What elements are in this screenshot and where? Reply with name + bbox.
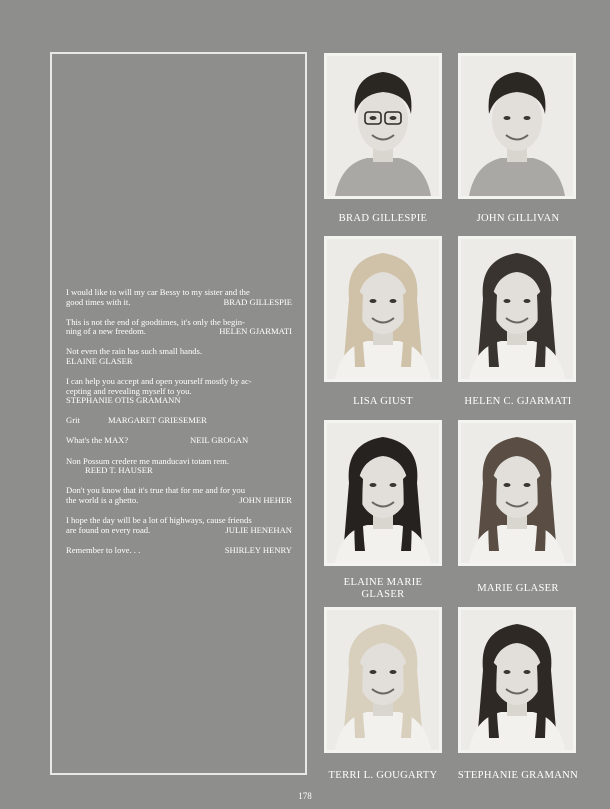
portrait-figure — [461, 423, 573, 563]
quote-item — [66, 377, 296, 406]
portrait-photo — [458, 236, 576, 382]
page-number: 178 — [298, 791, 312, 801]
face-shape — [492, 272, 542, 334]
quote-author: STEPHANIE OTIS GRAMANN — [66, 395, 181, 406]
portrait-photo — [324, 53, 442, 199]
quote-author: SHIRLEY HENRY — [224, 544, 292, 555]
quote-item — [66, 546, 296, 556]
quote-text: Remember to love. . . — [66, 544, 141, 555]
eye-left — [370, 299, 377, 303]
quote-author: JULIE HENEHAN — [225, 524, 292, 535]
eye-left — [504, 670, 511, 674]
quote-item — [66, 457, 296, 476]
eye-right — [524, 483, 531, 487]
face-shape — [358, 272, 408, 334]
quote-author: JOHN HEHER — [239, 494, 292, 505]
quote-text: Grit — [66, 415, 80, 426]
eye-right — [390, 116, 397, 120]
quote-text: I can help you accept and open yourself mostly by ac- cepting and revealing myself to you. — [66, 376, 252, 396]
portrait-figure — [327, 610, 439, 750]
eye-left — [504, 116, 511, 120]
face-shape — [492, 89, 542, 151]
portrait-photo — [324, 236, 442, 382]
quote-item — [66, 416, 296, 426]
quotes-list — [66, 288, 296, 566]
quote-text: This is not the end of goodtimes, it's only the begin- ning of a new freedom. — [66, 316, 245, 337]
quote-item — [66, 347, 296, 366]
eye-right — [390, 483, 397, 487]
quote-author: HELEN GJARMATI — [219, 326, 292, 337]
quote-author: NEIL GROGAN — [190, 435, 249, 446]
quote-item — [66, 436, 296, 446]
portrait-caption: HELEN C. GJARMATI — [464, 396, 572, 407]
portrait-figure — [327, 56, 439, 196]
portrait-photo — [458, 53, 576, 199]
portrait-figure — [461, 56, 573, 196]
portrait-figure — [327, 239, 439, 379]
portrait-caption: TERRI L. GOUGARTY — [328, 770, 438, 781]
portrait-figure — [461, 239, 573, 379]
portrait-photo — [324, 420, 442, 566]
portrait-photo — [458, 607, 576, 753]
quote-author: ELAINE GLASER — [66, 355, 133, 366]
portrait-caption: STEPHANIE GRAMANN — [457, 770, 579, 781]
eye-right — [390, 299, 397, 303]
eye-left — [504, 483, 511, 487]
portrait-caption: ELAINE MARIE GLASER — [343, 577, 423, 600]
portrait-caption: LISA GIUST — [353, 396, 413, 407]
eye-left — [370, 483, 377, 487]
quote-text: Not even the rain has such small hands. — [66, 346, 203, 357]
portrait-figure — [327, 423, 439, 563]
face-shape — [492, 456, 542, 518]
eye-right — [524, 116, 531, 120]
portrait-caption: MARIE GLASER — [477, 583, 559, 594]
portrait-figure — [461, 610, 573, 750]
quote-item — [66, 288, 296, 307]
portrait-caption: JOHN GILLIVAN — [476, 213, 560, 224]
eye-left — [370, 670, 377, 674]
portrait-photo — [324, 607, 442, 753]
eye-right — [524, 670, 531, 674]
face-shape — [358, 643, 408, 705]
quote-text: Don't you know that it's true that for me and for you the world is a ghetto. — [66, 485, 245, 505]
quote-item — [66, 486, 296, 505]
eye-left — [504, 299, 511, 303]
quote-item — [66, 318, 296, 337]
quote-author: BRAD GILLESPIE — [223, 296, 292, 307]
quote-text: What's the MAX? — [66, 435, 129, 446]
face-shape — [492, 643, 542, 705]
quote-author: MARGARET GRIESEMER — [108, 415, 207, 426]
eye-right — [524, 299, 531, 303]
eye-left — [370, 116, 377, 120]
portrait-caption: BRAD GILLESPIE — [338, 213, 428, 224]
quote-text: Non Possum credere me manducavi totam rem. — [66, 455, 229, 466]
quote-author: REED T. HAUSER — [85, 465, 153, 476]
quote-text: I would like to will my car Bessy to my sister and the good times with it. — [66, 287, 250, 307]
face-shape — [358, 456, 408, 518]
eye-right — [390, 670, 397, 674]
quote-text: I hope the day will be a lot of highways, cause friends are found on every road. — [66, 514, 252, 535]
quote-item — [66, 516, 296, 535]
portrait-photo — [458, 420, 576, 566]
